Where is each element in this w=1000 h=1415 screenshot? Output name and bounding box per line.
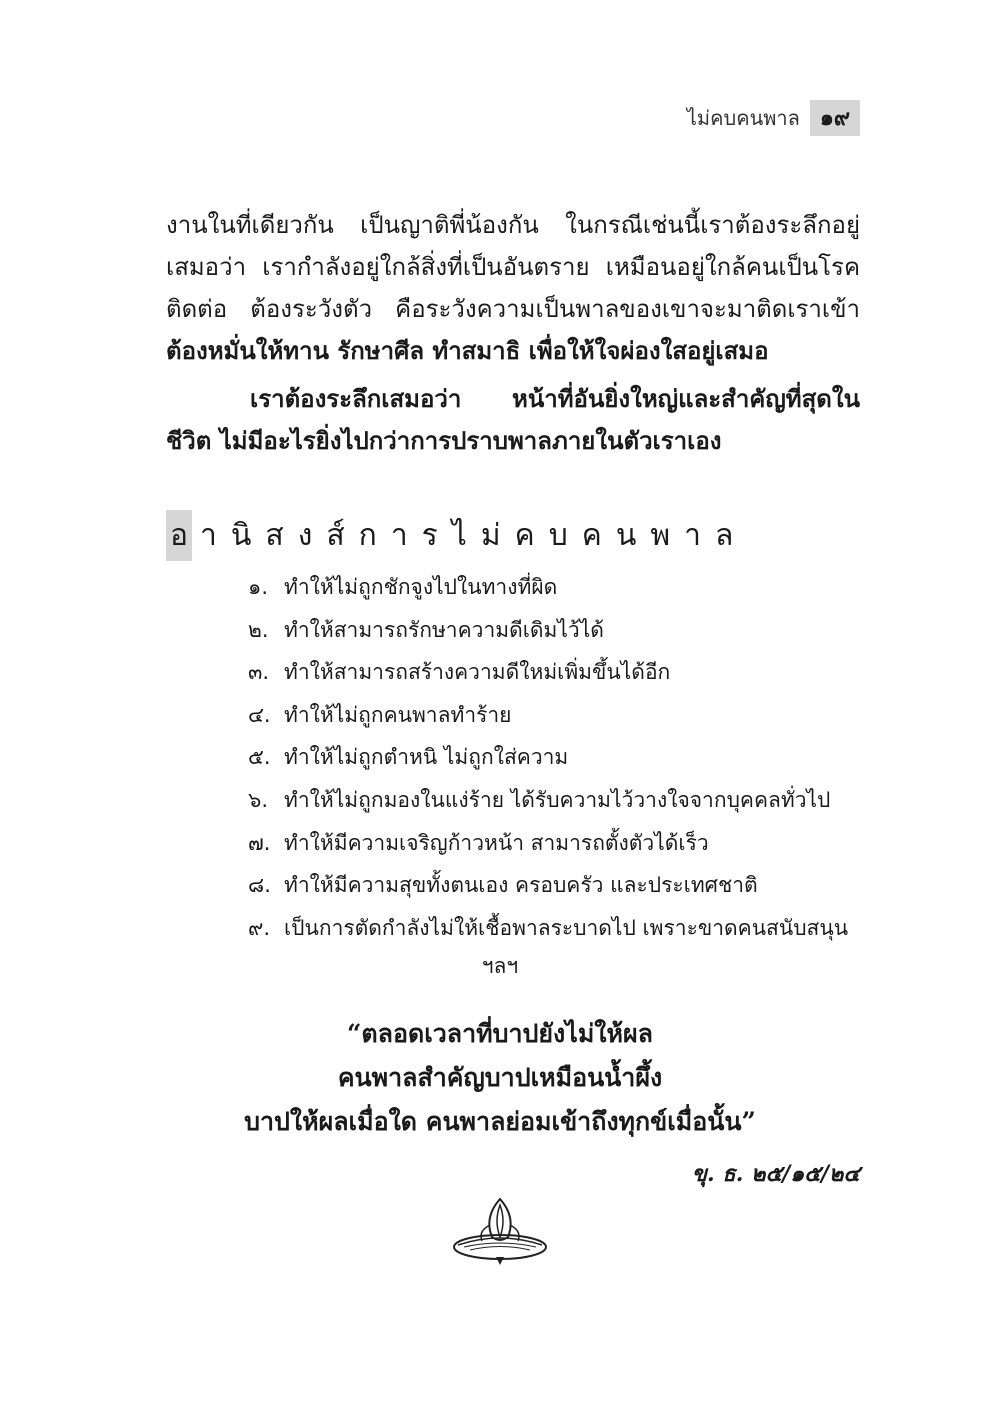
benefit-text: ทำให้ไม่ถูกคนพาลทำร้าย: [284, 702, 512, 727]
benefit-text: ทำให้มีความเจริญก้าวหน้า สามารถตั้งตัวได้เร็ว: [284, 830, 709, 855]
running-title: ไม่คบคนพาล: [686, 106, 800, 130]
benefit-number: ๒.: [248, 617, 269, 642]
paragraph-1: [166, 204, 860, 372]
benefit-text: ทำให้ไม่ถูกตำหนิ ไม่ถูกใส่ความ: [284, 745, 569, 770]
benefit-number: ๙.: [248, 915, 271, 940]
page-number: ๑๙: [810, 100, 860, 136]
benefit-item: [248, 609, 888, 652]
benefits-list: [248, 566, 888, 949]
quote-source: ขุ. ธ. ๒๕/๑๕/๒๔: [691, 1161, 860, 1187]
section-heading: [166, 510, 860, 561]
quote-line-3: บาปให้ผลเมื่อใด คนพาลย่อมเข้าถึงทุกข์เมื่อนั้น”: [244, 1107, 756, 1136]
benefit-number: ๖.: [248, 787, 269, 812]
benefit-item: [248, 822, 888, 865]
benefit-number: ๕.: [248, 745, 271, 770]
benefit-number: ๗.: [248, 830, 271, 855]
quote-block: [140, 1012, 860, 1144]
paragraph-1-text: งานในที่เดียวกัน เป็นญาติพี่น้องกัน ในกรณีเช่นนี้เราต้องระลึกอยู่เสมอว่า เรากำลังอยู่ใกล้สิ่งที่เป็นอันตราย เหมือนอยู่ใกล้คนเป็นโรคติดต่อ ต้องระวังตัว คือระวังความเป็นพาลของเขาจะมาติดเราเข้า: [166, 211, 860, 323]
benefit-item: [248, 779, 888, 822]
benefit-item: [248, 736, 888, 779]
section-heading-text: านิสงส์การไม่คบคนพาล: [200, 518, 748, 553]
benefit-item: [248, 907, 888, 950]
benefit-number: ๘.: [248, 873, 271, 898]
benefit-text: เป็นการตัดกำลังไม่ให้เชื้อพาลระบาดไป เพราะขาดคนสนับสนุน: [284, 915, 849, 940]
paragraph-2: [166, 378, 860, 462]
benefit-number: ๔.: [248, 702, 271, 727]
benefit-item: [248, 651, 888, 694]
paragraph-1-bold-text: ต้องหมั่นให้ทาน รักษาศีล ทำสมาธิ เพื่อให้ใจผ่องใสอยู่เสมอ: [166, 336, 769, 365]
benefit-text: ทำให้ไม่ถูกชักจูงไปในทางที่ผิด: [284, 575, 558, 599]
benefit-text: ทำให้ไม่ถูกมองในแง่ร้าย ได้รับความไว้วางใจจากบุคคลทั่วไป: [284, 787, 831, 812]
quote-line-2: คนพาลสำคัญบาปเหมือนน้ำผึ้ง: [337, 1063, 663, 1092]
benefit-item: [248, 864, 888, 907]
benefit-item: [248, 566, 888, 609]
paragraph-2-text: เราต้องระลึกเสมอว่า หน้าที่อันยิ่งใหญ่และสำคัญที่สุดในชีวิต ไม่มีอะไรยิ่งไปกว่าการปราบพาลภายในตัวเราเอง: [166, 384, 860, 455]
benefit-text: ทำให้สามารถสร้างความดีใหม่เพิ่มขึ้นได้อีก: [284, 660, 671, 685]
quote-line-1: “ตลอดเวลาที่บาปยังไม่ให้ผล: [347, 1019, 653, 1048]
lotus-lamp-icon: [450, 1195, 550, 1275]
benefit-text: ทำให้สามารถรักษาความดีเดิมไว้ได้: [284, 617, 604, 642]
benefit-text: ทำให้มีความสุขทั้งตนเอง ครอบครัว และประเทศชาติ: [284, 873, 758, 898]
section-heading-first-letter: อ: [166, 510, 192, 561]
etc-mark: ฯลฯ: [481, 954, 519, 978]
page-header: [687, 100, 860, 136]
benefit-item: [248, 694, 888, 737]
benefit-number: ๓.: [248, 660, 270, 685]
benefit-number: ๑.: [248, 575, 269, 599]
